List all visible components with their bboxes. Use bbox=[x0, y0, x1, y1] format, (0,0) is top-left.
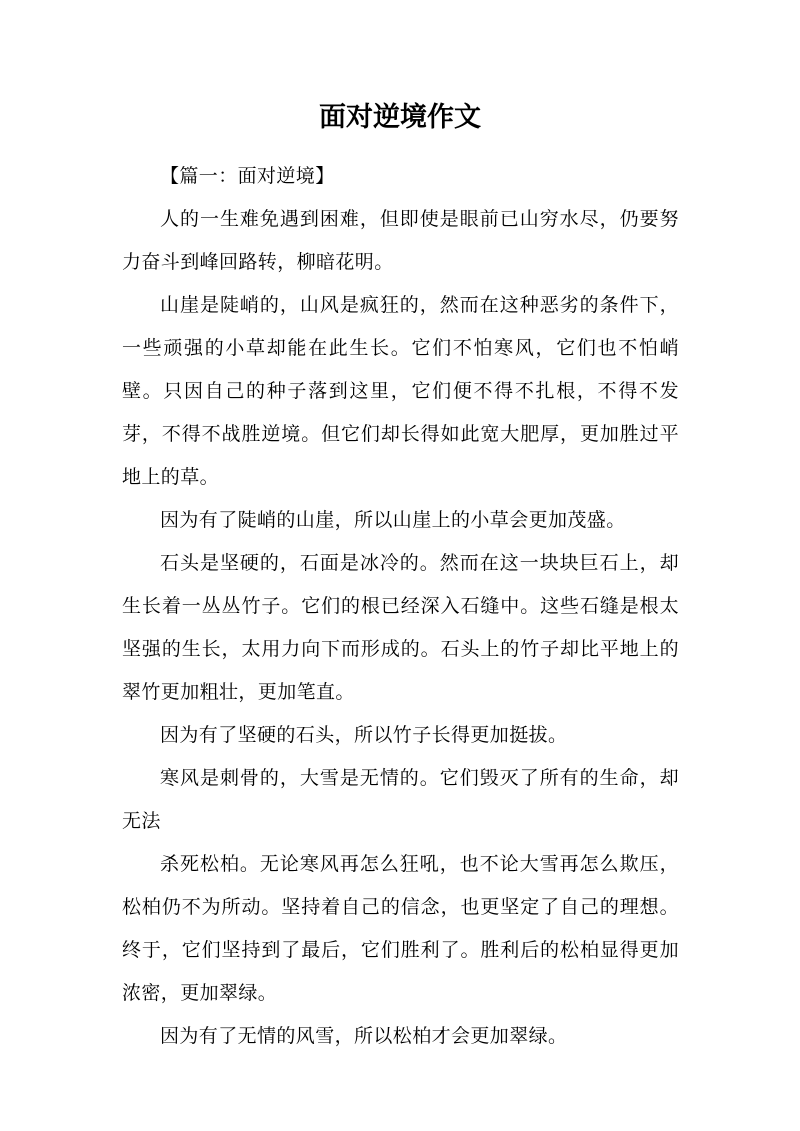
paragraph: 因为有了无情的风雪，所以松柏才会更加翠绿。 bbox=[160, 1025, 568, 1047]
document-body bbox=[122, 155, 679, 1058]
paragraph: 石头是坚硬的，石面是冰冷的。然而在这一块块巨石上，却生长着一丛丛竹子。它们的根已经深入石缝中。这些石缝是根太坚强的生长，太用力向下而形成的。石头上的竹子却比平地上的翠竹更加粗壮，更加笔直。 bbox=[122, 552, 679, 703]
paragraph: 因为有了坚硬的石头，所以竹子长得更加挺拔。 bbox=[160, 724, 568, 746]
paragraph: 杀死松柏。无论寒风再怎么狂吼，也不论大雪再怎么欺压，松柏仍不为所动。坚持着自己的信念，也更坚定了自己的理想。终于，它们坚持到了最后，它们胜利了。胜利后的松柏显得更加浓密，更加翠绿。 bbox=[122, 853, 679, 1004]
section-heading: 【篇一：面对逆境】 bbox=[160, 165, 335, 187]
paragraph: 山崖是陡峭的，山风是疯狂的，然而在这种恶劣的条件下，一些顽强的小草却能在此生长。它们不怕寒风，它们也不怕峭壁。只因自己的种子落到这里，它们便不得不扎根，不得不发芽，不得不战胜逆境。但它们却长得如此宽大肥厚，更加胜过平地上的草。 bbox=[122, 294, 679, 488]
page-title: 面对逆境作文 bbox=[319, 102, 481, 133]
paragraph: 人的一生难免遇到困难，但即使是眼前已山穷水尽，仍要努力奋斗到峰回路转，柳暗花明。 bbox=[122, 208, 679, 273]
paragraph: 因为有了陡峭的山崖，所以山崖上的小草会更加茂盛。 bbox=[160, 509, 626, 531]
paragraph: 寒风是刺骨的，大雪是无情的。它们毁灭了所有的生命，却无法 bbox=[122, 767, 679, 832]
